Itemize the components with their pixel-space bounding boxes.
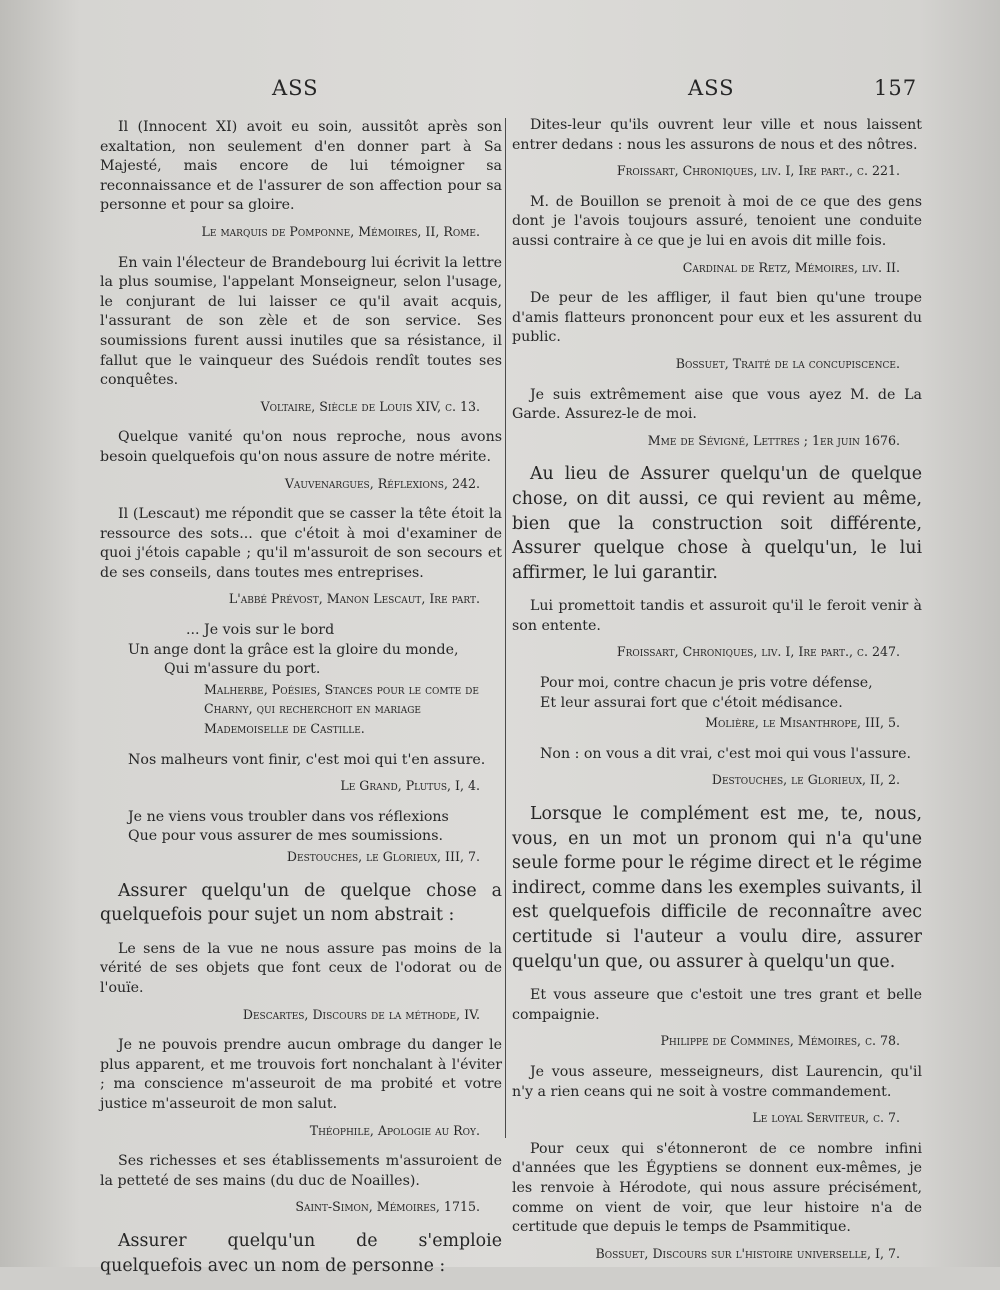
section-statement: Lorsque le complément est me, te, nous, vous, en un mot un pronom qui n'a qu'une seule forme pour le régime direct et le régime indirect, comme dans les exemples suivants, il est quelquefois difficile de reconnaître avec certitude si l'auteur a voulu dire, assurer quelqu'un que, ou assurer à quelqu'un que.	[512, 804, 922, 972]
citation: Le Grand, Plutus, I, 4.	[340, 778, 480, 794]
verse-line: Nos malheurs vont finir, c'est moi qui t'en assure.	[128, 751, 486, 768]
running-head-left: ASS	[272, 76, 319, 100]
citation: Philippe de Commines, Mémoires, c. 78.	[660, 1033, 900, 1049]
verse-line: Et leur assurai fort que c'étoit médisance.	[540, 694, 843, 711]
citation: Malherbe, Poésies, Stances pour le comte de Charny, qui recherchoit en mariage Mademoiselle de Castille.	[204, 681, 479, 737]
quotation: Le sens de la vue ne nous assure pas moins de la vérité de ses objets que font ceux de l'odorat ou de l'ouïe.	[100, 940, 502, 996]
verse-line: Qui m'assure du port.	[164, 661, 321, 678]
verse-line: ... Je vois sur le bord	[186, 622, 335, 639]
quotation: Je vous asseure, messeigneurs, dist Laurencin, qu'il n'y a rien ceans qui ne soit à vostre commandement.	[512, 1063, 922, 1100]
citation: Théophile, Apologie au Roy.	[309, 1122, 480, 1138]
verse-line: Non : on vous a dit vrai, c'est moi qui vous l'assure.	[540, 745, 911, 762]
right-column	[512, 116, 922, 1275]
quotation: Il (Lescaut) me répondit que se casser la tête étoit la ressource des sots... que c'étoit à moi d'examiner de quoi j'étois capable ; qu'il m'assuroit de son secours et de ses conseils, dans toutes mes entreprises.	[100, 506, 502, 581]
citation: Bossuet, Traité de la concupiscence.	[675, 355, 900, 371]
citation: Cardinal de Retz, Mémoires, liv. II.	[682, 259, 900, 275]
page-number: 157	[874, 76, 918, 100]
citation: L'abbé Prévost, Manon Lescaut, Ire part.	[228, 591, 480, 607]
quotation: Lui promettoit tandis et assuroit qu'il le feroit venir à son entente.	[512, 598, 922, 634]
citation: Le marquis de Pomponne, Mémoires, II, Rome.	[201, 223, 480, 239]
citation: Le loyal Serviteur, c. 7.	[752, 1110, 900, 1126]
citation: Vauvenargues, Réflexions, 242.	[284, 475, 480, 491]
section-statement: Assurer quelqu'un de quelque chose a quelquefois pour sujet un nom abstrait :	[100, 880, 502, 926]
quotation: Dites-leur qu'ils ouvrent leur ville et nous laissent entrer dedans : nous les assurons de nous et des nôtres.	[512, 117, 922, 153]
verse-line: Pour moi, contre chacun je pris votre défense,	[540, 675, 873, 692]
running-head-right: ASS	[688, 76, 735, 100]
quotation: Ses richesses et ses établissements m'assuroient de la petteté de ses mains (du duc de Noailles).	[100, 1153, 502, 1189]
citation: Destouches, le Glorieux, III, 7.	[286, 849, 480, 864]
citation: Saint-Simon, Mémoires, 1715.	[295, 1199, 480, 1215]
quotation: Je suis extrêmement aise que vous ayez M. de La Garde. Assurez-le de moi.	[512, 386, 922, 423]
citation: Destouches, le Glorieux, II, 2.	[711, 772, 900, 788]
quotation: M. de Bouillon se prenoit à moi de ce que des gens dont je l'avois toujours assuré, tenoient une conduite aussi contraire à ce que je lui en avois dit mille fois.	[512, 193, 922, 249]
quotation: En vain l'électeur de Brandebourg lui écrivit la lettre la plus soumise, l'appelant Monseigneur, selon l'usage, le conjurant de lui laisser ce qu'il avait acquis, l'assurant de son zèle et de son service. Ses soumissions furent aussi inutiles que sa résistance, il fallut que le vainqueur des Suédois rendît toutes ses conquêtes.	[100, 254, 502, 389]
citation: Descartes, Discours de la méthode, IV.	[242, 1006, 480, 1022]
left-column	[100, 118, 502, 1290]
citation: Froissart, Chroniques, liv. I, Ire part., c. 247.	[616, 644, 900, 660]
quotation: Quelque vanité qu'on nous reproche, nous avons besoin quelquefois qu'on nous assure de notre mérite.	[100, 429, 502, 465]
section-statement: Au lieu de Assurer quelqu'un de quelque chose, on dit aussi, ce qui revient au même, bien que la construction soit différente, Assurer quelque chose à quelqu'un, le lui affirmer, le lui garantir.	[512, 464, 922, 583]
quotation: Je ne pouvois prendre aucun ombrage du danger le plus apparent, et me trouvois fort nonchalant à l'éviter ; ma conscience m'asseuroit de ma probité et votre justice m'asseuroit de mon salut.	[100, 1037, 502, 1112]
verse-line: Un ange dont la grâce est la gloire du monde,	[128, 641, 459, 658]
quotation: Pour ceux qui s'étonneront de ce nombre infini d'années que les Égyptiens se donnent eux-mêmes, je les renvoie à Hérodote, qui nous assure précisément, comme on vient de voir, que leur histoire n'a de certitude que depuis le temps de Psammitique.	[512, 1140, 922, 1236]
quotation: Il (Innocent XI) avoit eu soin, aussitôt après son exaltation, non seulement d'en donner part à Sa Majesté, mais encore de lui témoigner sa reconnaissance et de l'assurer de son affection pour sa personne et pour sa gloire.	[100, 119, 502, 214]
quotation: Et vous asseure que c'estoit une tres grant et belle compaignie.	[512, 987, 922, 1023]
column-divider	[505, 118, 506, 1138]
quotation: De peur de les affliger, il faut bien qu'une troupe d'amis flatteurs prononcent pour eux et les assurent du public.	[512, 290, 922, 346]
citation: Mme de Sévigné, Lettres ; 1er juin 1676.	[647, 432, 900, 448]
citation: Molière, le Misanthrope, III, 5.	[705, 715, 900, 731]
verse-line: Je ne viens vous troubler dans vos réflexions	[128, 808, 449, 825]
section-statement: Assurer quelqu'un de s'emploie quelquefois avec un nom de personne :	[100, 1230, 502, 1276]
verse-line: Que pour vous assurer de mes soumissions.	[128, 828, 443, 845]
citation: Voltaire, Siècle de Louis XIV, c. 13.	[260, 398, 480, 414]
citation: Bossuet, Discours sur l'histoire universelle, I, 7.	[595, 1245, 900, 1261]
citation: Froissart, Chroniques, liv. I, Ire part., c. 221.	[616, 163, 900, 179]
